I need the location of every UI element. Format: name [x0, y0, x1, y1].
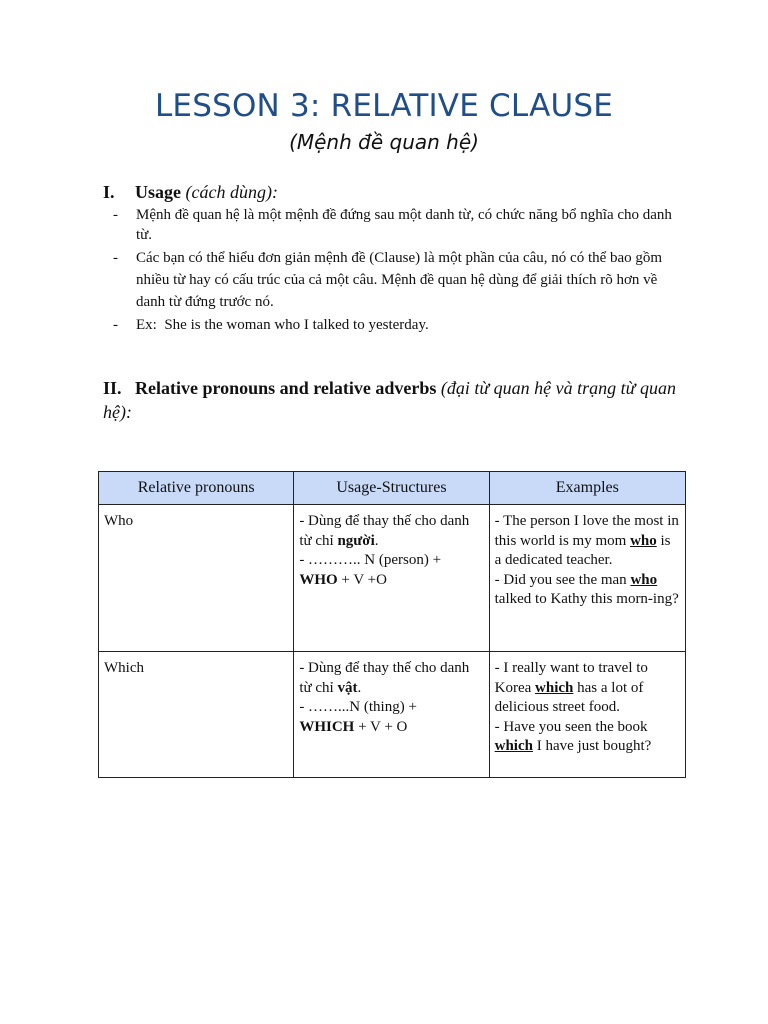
section-2-note: (đại từ quan hệ và trạng từ quan hệ): [103, 378, 676, 422]
usage-list [113, 205, 683, 337]
cell-pronoun: Who [99, 505, 294, 652]
cell-usage: - Dùng để thay thế cho danh từ chỉ người. - ……….. N (person) + WHO + V +O [294, 505, 489, 652]
cell-usage: - Dùng để thay thế cho danh từ chỉ vật. - ……...N (thing) + WHICH + V + O [294, 652, 489, 778]
list-item: - Mệnh đề quan hệ là một mệnh đề đứng sau một danh từ, có chức năng bổ nghĩa cho danh từ. [113, 207, 672, 243]
table-header-row [99, 472, 686, 505]
header-usage-structures: Usage-Structures [294, 472, 489, 505]
cell-pronoun: Which [99, 652, 294, 778]
section-1-note: (cách dùng): [185, 182, 278, 202]
list-item: - Các bạn có thể hiểu đơn giản mệnh đề (Clause) là một phần của câu, nó có thể bao gồm nhiều từ hay có cấu trúc của cả một câu. Mệnh đề quan hệ dùng để giải thích rõ hơn về danh từ đứng trước nó. [113, 250, 663, 310]
usage-bullet-1: Mệnh đề quan hệ là một mệnh đề đứng sau một danh từ, có chức năng bổ nghĩa cho danh từ. [136, 207, 672, 243]
relative-pronouns-table [98, 471, 686, 778]
section-1-number: I. [103, 182, 115, 202]
list-item: - Ex: She is the woman who I talked to yesterday. [113, 317, 429, 333]
usage-bullet-2: Các bạn có thể hiểu đơn giản mệnh đề (Clause) là một phần của câu, nó có thể bao gồm nhiều từ hay có cấu trúc của cả một câu. Mệnh đề quan hệ dùng để giải thích rõ hơn về danh từ đứng trước nó. [136, 250, 663, 310]
cell-examples: - I really want to travel to Korea which has a lot of delicious street food. - Have you seen the book which I have just bought? [489, 652, 685, 778]
page-subtitle: (Mệnh đề quan hệ) [289, 130, 479, 154]
section-2-heading [103, 376, 683, 424]
table-row [99, 652, 686, 778]
header-examples: Examples [489, 472, 685, 505]
section-1-title: Usage [135, 182, 181, 202]
page-title: LESSON 3: RELATIVE CLAUSE [154, 88, 614, 124]
section-2-number: II. [103, 378, 122, 398]
section-2-title: Relative pronouns and relative adverbs [135, 378, 437, 398]
cell-examples: - The person I love the most in this world is my mom who is a dedicated teacher. - Did you see the man who talked to Kathy this morn-ing? [489, 505, 685, 652]
table-row [99, 505, 686, 652]
section-1-heading [103, 180, 278, 204]
example-label: Ex: [136, 317, 157, 333]
header-relative-pronouns: Relative pronouns [99, 472, 294, 505]
example-text: She is the woman who I talked to yesterday. [164, 317, 429, 333]
